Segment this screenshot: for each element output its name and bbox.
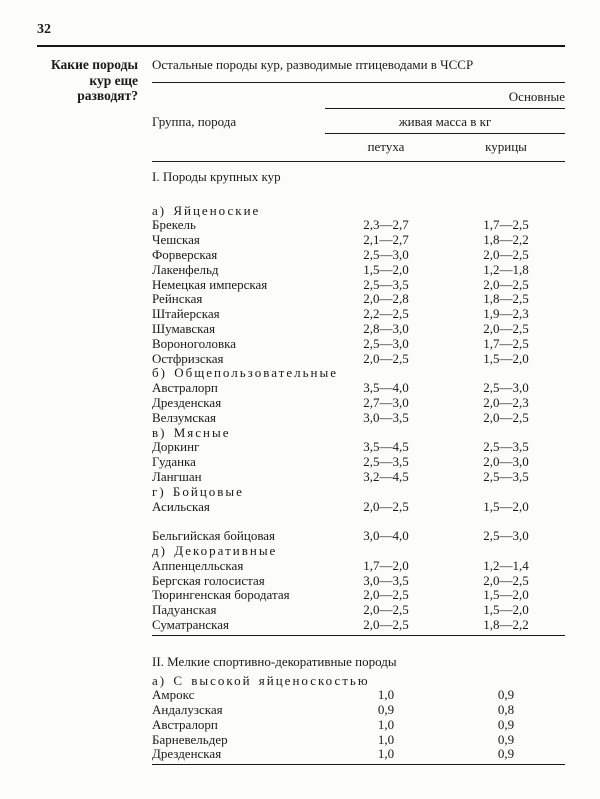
table-row [152, 426, 565, 441]
rooster-mass-value: 3,5—4,5 [363, 439, 409, 455]
breed-name: Лакенфельд [152, 261, 219, 277]
row-label: д) Декоративные [152, 542, 278, 558]
hen-mass-value: 0,9 [497, 731, 515, 747]
hen-mass-value: 2,0—2,5 [483, 320, 529, 336]
hen-mass-value: 1,2—1,8 [483, 261, 529, 277]
breed-name: Австралорп [152, 716, 218, 732]
table-row [152, 544, 565, 559]
table-row [152, 470, 565, 485]
rooster-mass-value: 2,5—3,5 [363, 454, 409, 470]
rooster-mass-value: 2,0—2,5 [363, 350, 409, 366]
rooster-mass-value: 2,7—3,0 [363, 394, 409, 410]
row-label: а) С высокой яйценоскостью [152, 672, 370, 688]
breed-name: Штайерская [152, 306, 220, 322]
breed-name: Суматранская [152, 616, 229, 632]
breed-name: Австралорп [152, 380, 218, 396]
table-row [152, 292, 565, 307]
margin-question-line: кур еще [89, 72, 138, 88]
rooster-mass-value: 2,0—2,5 [363, 616, 409, 632]
table-row [152, 381, 565, 396]
table-row [152, 529, 565, 544]
table-row [152, 703, 565, 718]
hen-mass-value: 1,8—2,2 [483, 616, 529, 632]
hen-mass-value: 1,8—2,5 [483, 291, 529, 307]
table-row [152, 233, 565, 248]
table-body [152, 162, 565, 765]
breed-name: Чешская [152, 232, 200, 248]
table-row [152, 747, 565, 762]
breed-name: Барневельдер [152, 731, 228, 747]
breed-name: Асильская [152, 498, 210, 514]
hen-mass-value: 2,5—3,0 [483, 528, 529, 544]
hen-mass-value: 1,5—2,0 [483, 602, 529, 618]
hen-mass-value: 1,7—2,5 [483, 217, 529, 233]
table-header-mass-row [152, 109, 565, 130]
breed-name: Вороноголовка [152, 335, 236, 351]
rooster-mass-value: 1,0 [377, 687, 395, 703]
rooster-mass-value: 0,9 [377, 702, 395, 718]
hen-mass-value: 1,2—1,4 [483, 557, 529, 573]
rooster-mass-value: 2,1—2,7 [363, 232, 409, 248]
breed-name: Лангшан [152, 468, 202, 484]
rooster-mass-value: 2,2—2,5 [363, 306, 409, 322]
table-row [152, 170, 565, 185]
table-row [152, 635, 565, 636]
margin-question-line: Какие породы [50, 57, 138, 72]
table-title: Остальные породы кур, разводимые птицеводами в ЧССР [152, 57, 565, 83]
table-row [152, 764, 565, 765]
table-row [152, 307, 565, 322]
table-row [152, 440, 565, 455]
row-label: а) Яйценоские [152, 202, 261, 218]
table-row [152, 588, 565, 603]
table-row [152, 263, 565, 278]
table-row [152, 352, 565, 367]
row-label: I. Породы крупных кур [152, 169, 281, 184]
hen-mass-value: 0,9 [497, 716, 515, 732]
table-row [152, 278, 565, 293]
hen-mass-value: 1,5—2,0 [483, 587, 529, 603]
hen-mass-value: 1,8—2,2 [483, 232, 529, 248]
rooster-mass-value: 1,7—2,0 [363, 557, 409, 573]
table-row [152, 718, 565, 733]
row-label: в) Мясные [152, 424, 231, 440]
rooster-mass-value: 2,0—2,5 [363, 587, 409, 603]
margin-question-line: разводят? [77, 88, 138, 103]
rooster-mass-value: 2,0—2,8 [363, 291, 409, 307]
table-row [152, 366, 565, 381]
table-row [152, 574, 565, 589]
column-header-hen: курицы [485, 139, 527, 154]
column-header-mass: живая масса в кг [398, 114, 492, 129]
table-row [152, 189, 565, 204]
hen-mass-value: 2,5—3,5 [483, 468, 529, 484]
table-row [152, 618, 565, 633]
rooster-mass-value: 2,5—3,5 [363, 276, 409, 292]
rooster-mass-value: 2,0—2,5 [363, 498, 409, 514]
row-label: б) Общепользовательные [152, 365, 338, 381]
breed-name: Остфризская [152, 350, 224, 366]
column-header-rooster: петуха [367, 139, 405, 154]
column-header-main-group: Основные [508, 89, 565, 104]
table-row [152, 674, 565, 689]
rooster-mass-value: 3,0—4,0 [363, 528, 409, 544]
breed-name: Немецкая имперская [152, 276, 268, 292]
hen-mass-value: 0,9 [497, 746, 515, 762]
rooster-mass-value: 2,5—3,0 [363, 246, 409, 262]
breed-name: Дрезденская [152, 746, 222, 762]
page-number: 32 [37, 22, 51, 37]
breed-name: Дрезденская [152, 394, 222, 410]
table-header-sex-row [152, 134, 565, 162]
breed-name: Амрокс [152, 687, 195, 703]
row-label: II. Мелкие спортивно-декоративные породы [152, 653, 397, 669]
hen-mass-value: 1,5—2,0 [483, 350, 529, 366]
breed-name: Доркинг [152, 439, 200, 455]
page-header-rule [37, 45, 565, 47]
table-row [152, 337, 565, 352]
breed-name: Тюрингенская бородатая [152, 587, 290, 603]
breed-name: Бергская голосистая [152, 572, 265, 588]
hen-mass-value: 2,0—2,5 [483, 246, 529, 262]
table-row [152, 688, 565, 703]
hen-mass-value: 2,0—3,0 [483, 454, 529, 470]
hen-mass-value: 0,8 [497, 702, 515, 718]
table-row [152, 500, 565, 515]
rooster-mass-value: 3,0—3,5 [363, 409, 409, 425]
table-row [152, 559, 565, 574]
table-row [152, 485, 565, 500]
rooster-mass-value: 2,8—3,0 [363, 320, 409, 336]
column-header-name: Группа, порода [152, 114, 237, 129]
breed-name: Аппенцелльская [152, 557, 244, 573]
breed-name: Форверская [152, 246, 218, 262]
breeds-table [152, 57, 565, 784]
breed-name: Велзумская [152, 409, 216, 425]
row-label: г) Бойцовые [152, 483, 244, 499]
table-row [152, 455, 565, 470]
rooster-mass-value: 2,0—2,5 [363, 602, 409, 618]
breed-name: Брекель [152, 217, 196, 233]
table-row [152, 322, 565, 337]
rooster-mass-value: 2,3—2,7 [363, 217, 409, 233]
breed-name: Гуданка [152, 454, 196, 470]
breed-name: Андалузская [152, 702, 223, 718]
hen-mass-value: 2,0—2,3 [483, 394, 529, 410]
hen-mass-value: 2,0—2,5 [483, 572, 529, 588]
table-row [152, 655, 565, 670]
rooster-mass-value: 2,5—3,0 [363, 335, 409, 351]
breed-name: Бельгийская бойцовая [152, 528, 276, 544]
table-row [152, 411, 565, 426]
table-row [152, 514, 565, 529]
rooster-mass-value: 3,5—4,0 [363, 380, 409, 396]
rooster-mass-value: 1,5—2,0 [363, 261, 409, 277]
hen-mass-value: 2,5—3,0 [483, 380, 529, 396]
breed-name: Шумавская [152, 320, 216, 336]
table-row [152, 248, 565, 263]
margin-question [37, 57, 138, 104]
hen-mass-value: 1,5—2,0 [483, 498, 529, 514]
hen-mass-value: 2,5—3,5 [483, 439, 529, 455]
table-row [152, 733, 565, 748]
hen-mass-value: 0,9 [497, 687, 515, 703]
table-row [152, 396, 565, 411]
table-row [152, 204, 565, 219]
table-header-group-row [152, 83, 565, 105]
table-row [152, 603, 565, 618]
hen-mass-value: 2,0—2,5 [483, 409, 529, 425]
table-row [152, 218, 565, 233]
rooster-mass-value: 3,2—4,5 [363, 468, 409, 484]
hen-mass-value: 1,7—2,5 [483, 335, 529, 351]
rooster-mass-value: 1,0 [377, 731, 395, 747]
breed-name: Падуанская [152, 602, 217, 618]
hen-mass-value: 2,0—2,5 [483, 276, 529, 292]
rooster-mass-value: 3,0—3,5 [363, 572, 409, 588]
breed-name: Рейнская [152, 291, 203, 307]
hen-mass-value: 1,9—2,3 [483, 306, 529, 322]
rooster-mass-value: 1,0 [377, 716, 395, 732]
rooster-mass-value: 1,0 [377, 746, 395, 762]
